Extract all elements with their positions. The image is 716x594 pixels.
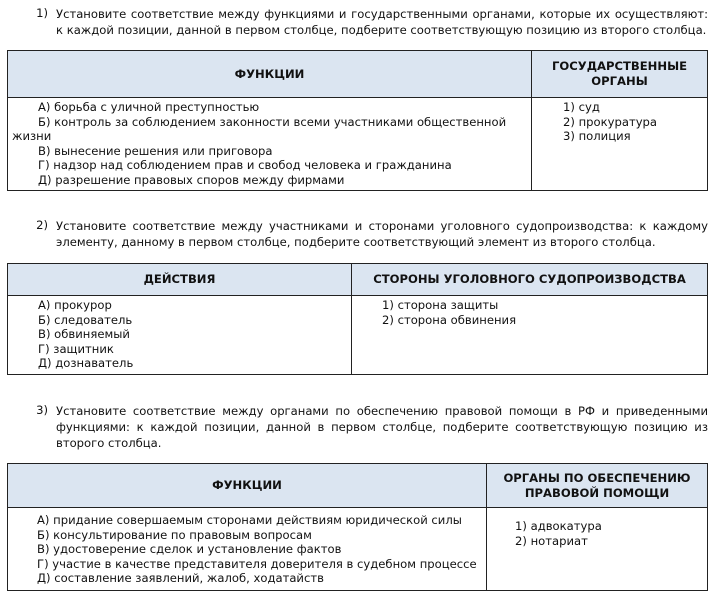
right-column (532, 98, 708, 191)
list-item: Д) составление заявлений, жалоб, ходатайств (37, 571, 324, 586)
matching-table (7, 463, 708, 591)
list-item: 1) суд (563, 100, 600, 114)
task-text: Установите соответствие между функциями и государственными органами, которые их осуществляют: к каждой позиции, данной в первом столбце, подберите соответствующую позицию из второго столбца. (56, 7, 708, 37)
list-item: А) борьба с уличной преступностью (38, 100, 260, 114)
task-text: Установите соответствие между участниками и сторонами уголовного судопроизводства: к каждому элементу, данному в первом столбце, подберите соответствующий элемент из второго столбца. (56, 219, 708, 249)
right-column (487, 508, 708, 591)
list-item: Д) дознаватель (38, 356, 134, 371)
list-item: 2) нотариат (515, 533, 588, 548)
list-item: Г) участие в качестве представителя доверителя в судебном процессе (37, 556, 477, 571)
list-item: В) вынесение решения или приговора (38, 143, 273, 158)
list-item: А) прокурор (38, 298, 112, 312)
list-item (12, 115, 527, 144)
right-column (352, 296, 708, 375)
list-item: 2) прокуратура (563, 114, 658, 129)
list-item: 1) адвокатура (515, 519, 602, 533)
left-header: ДЕЙСТВИЯ (8, 264, 352, 296)
left-column (8, 508, 487, 591)
list-item: Г) надзор над соблюдением прав и свобод человека и гражданина (38, 158, 452, 173)
list-item: Б) следователь (38, 312, 133, 327)
left-header: ФУНКЦИИ (8, 51, 532, 98)
list-item: В) обвиняемый (38, 327, 130, 342)
matching-table (7, 263, 708, 375)
list-item: А) придание совершаемым сторонами действиям юридической силы (37, 513, 462, 527)
task-number: 2) (36, 218, 48, 232)
list-item: Г) защитник (38, 341, 114, 356)
task-text: Установите соответствие между органами по обеспечению правовой помощи в РФ и приведенными функциями: к каждой позиции, данной в первом столбце, подберите соответствующую позицию из второго столбца. (56, 404, 708, 450)
list-item: В) удостоверение сделок и установление фактов (37, 542, 342, 557)
left-column (8, 296, 352, 375)
task-number: 3) (36, 403, 48, 417)
list-item: 2) сторона обвинения (382, 312, 517, 327)
right-header: ГОСУДАРСТВЕННЫЕ ОРГАНЫ (532, 51, 708, 98)
list-item-text: Б) контроль за соблюдением законности всеми участниками общественной жизни (12, 114, 507, 144)
right-header: ОРГАНЫ ПО ОБЕСПЕЧЕНИЮ ПРАВОВОЙ ПОМОЩИ (487, 464, 708, 508)
task-number: 1) (36, 6, 48, 20)
right-header: СТОРОНЫ УГОЛОВНОГО СУДОПРОИЗВОДСТВА (352, 264, 708, 296)
list-item: Д) разрешение правовых споров между фирмами (38, 172, 345, 187)
list-item: Б) консультирование по правовым вопросам (37, 527, 312, 542)
matching-table (7, 50, 708, 191)
left-header: ФУНКЦИИ (8, 464, 487, 508)
list-item: 1) сторона защиты (382, 298, 499, 312)
left-column (8, 98, 532, 191)
list-item: 3) полиция (563, 129, 631, 144)
